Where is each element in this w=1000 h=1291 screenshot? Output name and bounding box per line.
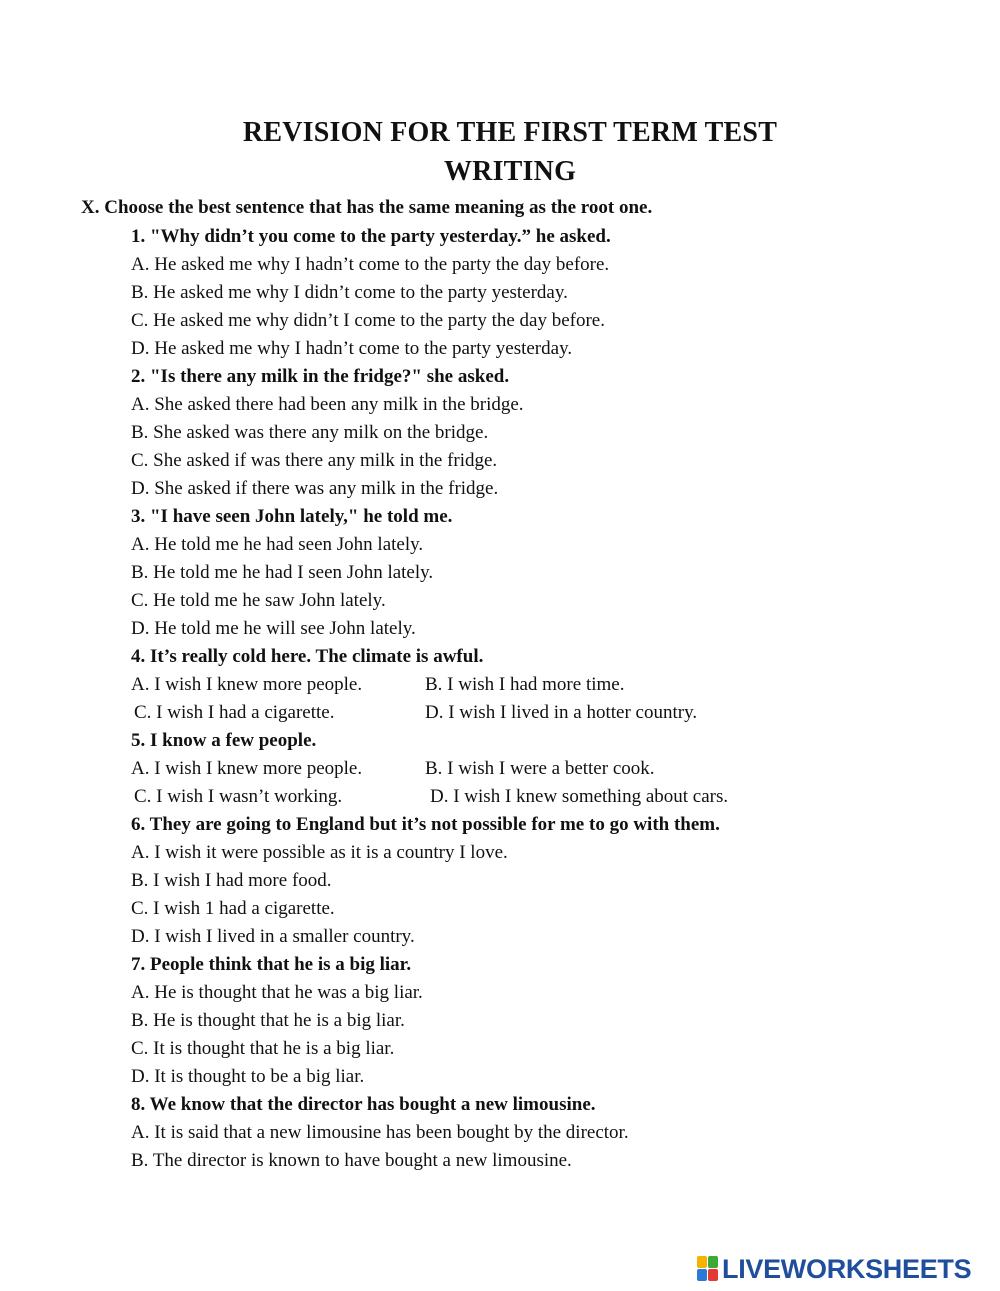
option-text: C. It is thought that he is a big liar. (131, 1038, 395, 1059)
option-text: D. He told me he will see John lately. (131, 618, 416, 639)
option-text: D. He asked me why I hadn’t come to the party yesterday. (131, 338, 573, 359)
blue-block (697, 1269, 707, 1281)
option-text: A. He asked me why I hadn’t come to the party the day before. (131, 254, 610, 275)
option-text: C. I wish I had a cigarette. (134, 702, 335, 723)
logo-text: LIVEWORKSHEETS (722, 1253, 972, 1284)
option-text: A. He told me he had seen John lately. (131, 534, 424, 555)
option-text: B. He told me he had I seen John lately. (131, 562, 434, 583)
option-text: D. It is thought to be a big liar. (131, 1066, 365, 1087)
option-text: B. I wish I were a better cook. (425, 758, 655, 779)
option-text: B. I wish I had more time. (425, 674, 625, 695)
option-text: C. I wish 1 had a cigarette. (131, 898, 335, 919)
option-text: D. I wish I knew something about cars. (430, 786, 729, 807)
option-text: B. I wish I had more food. (131, 870, 332, 891)
question-prompt: 2. "Is there any milk in the fridge?" she asked. (131, 366, 510, 387)
page-subtitle: WRITING (443, 156, 577, 187)
option-text: D. I wish I lived in a hotter country. (425, 702, 698, 723)
green-block (708, 1256, 718, 1268)
option-text: C. She asked if was there any milk in the fridge. (131, 450, 498, 471)
option-text: B. She asked was there any milk on the bridge. (131, 422, 489, 443)
option-text: A. He is thought that he was a big liar. (131, 982, 423, 1003)
option-text: B. He is thought that he is a big liar. (131, 1010, 405, 1031)
option-text: A. I wish I knew more people. (131, 758, 363, 779)
option-text: C. He asked me why didn’t I come to the party the day before. (131, 310, 605, 331)
question-prompt: 1. "Why didn’t you come to the party yesterday.” he asked. (131, 226, 611, 247)
red-block (708, 1269, 718, 1281)
option-text: B. The director is known to have bought a new limousine. (131, 1150, 572, 1171)
option-text: C. I wish I wasn’t working. (134, 786, 343, 807)
page-title: REVISION FOR THE FIRST TERM TEST (242, 117, 778, 148)
question-prompt: 5. I know a few people. (131, 730, 317, 751)
option-text: D. I wish I lived in a smaller country. (131, 926, 415, 947)
question-prompt: 7. People think that he is a big liar. (131, 954, 412, 975)
question-prompt: 8. We know that the director has bought a new limousine. (131, 1094, 596, 1115)
question-prompt: 4. It’s really cold here. The climate is awful. (131, 646, 484, 667)
option-text: D. She asked if there was any milk in the fridge. (131, 478, 499, 499)
question-prompt: 3. "I have seen John lately," he told me. (131, 506, 453, 527)
option-text: A. She asked there had been any milk in the bridge. (131, 394, 524, 415)
option-text: C. He told me he saw John lately. (131, 590, 386, 611)
yellow-block (697, 1256, 707, 1268)
question-prompt: 6. They are going to England but it’s not possible for me to go with them. (131, 814, 720, 835)
option-text: B. He asked me why I didn’t come to the party yesterday. (131, 282, 568, 303)
option-text: A. It is said that a new limousine has been bought by the director. (131, 1122, 629, 1143)
section-heading: X. Choose the best sentence that has the same meaning as the root one. (81, 197, 653, 218)
option-text: A. I wish I knew more people. (131, 674, 363, 695)
liveworksheets-blocks-icon (697, 1256, 719, 1282)
liveworksheets-logo (697, 1253, 971, 1285)
option-text: A. I wish it were possible as it is a country I love. (131, 842, 508, 863)
